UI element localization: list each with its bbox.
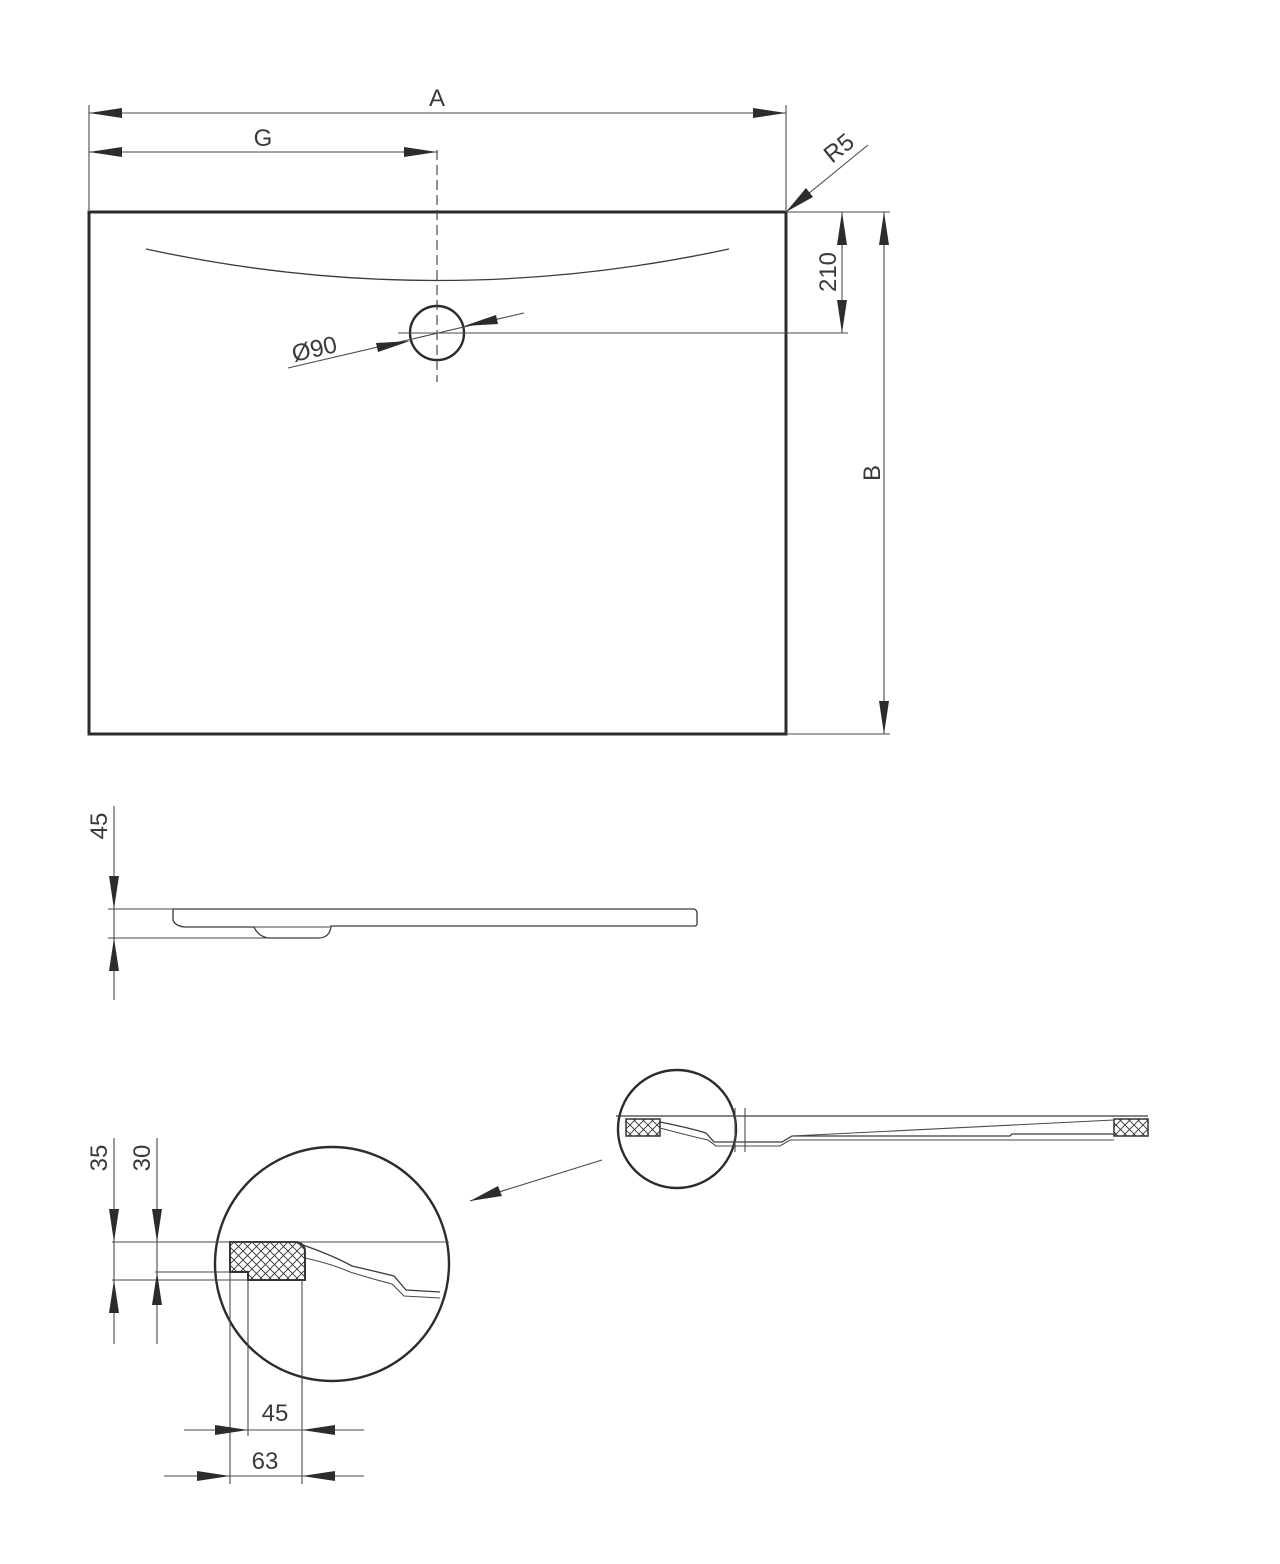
side-view (86, 806, 697, 1000)
section-seal-right (1114, 1119, 1148, 1136)
dimension-45-side-label: 45 (86, 812, 113, 840)
dimension-30 (129, 1138, 162, 1344)
dimension-30-label: 30 (129, 1144, 156, 1172)
dimension-r5-label: R5 (818, 128, 860, 169)
dimension-210 (786, 212, 890, 333)
dimension-r5 (786, 128, 868, 212)
dimension-diameter (288, 313, 524, 368)
dimension-45-side (86, 806, 268, 1000)
tray-side-profile (173, 909, 697, 938)
dimension-63-label: 63 (251, 1448, 279, 1475)
dimension-63 (164, 1448, 364, 1481)
dimension-g (89, 125, 437, 157)
dimension-a-label: A (428, 85, 446, 112)
detail-view (86, 1138, 449, 1484)
dimension-g-label: G (253, 125, 273, 152)
dimension-35-label: 35 (86, 1144, 113, 1172)
section-seal-left (626, 1119, 660, 1136)
detail-seal (230, 1242, 305, 1280)
detail-profile (297, 1243, 440, 1292)
dimension-35 (86, 1138, 119, 1344)
dimension-b-label: B (859, 464, 886, 482)
dimension-a (89, 85, 786, 210)
section-view (470, 1070, 1148, 1201)
dimension-45-detail-label: 45 (261, 1400, 289, 1427)
plan-view (89, 85, 890, 734)
dimension-210-label: 210 (815, 251, 842, 293)
dimension-45-detail (184, 1400, 364, 1435)
dimension-diameter-label: Ø90 (289, 331, 340, 368)
section-profile (660, 1122, 1114, 1142)
